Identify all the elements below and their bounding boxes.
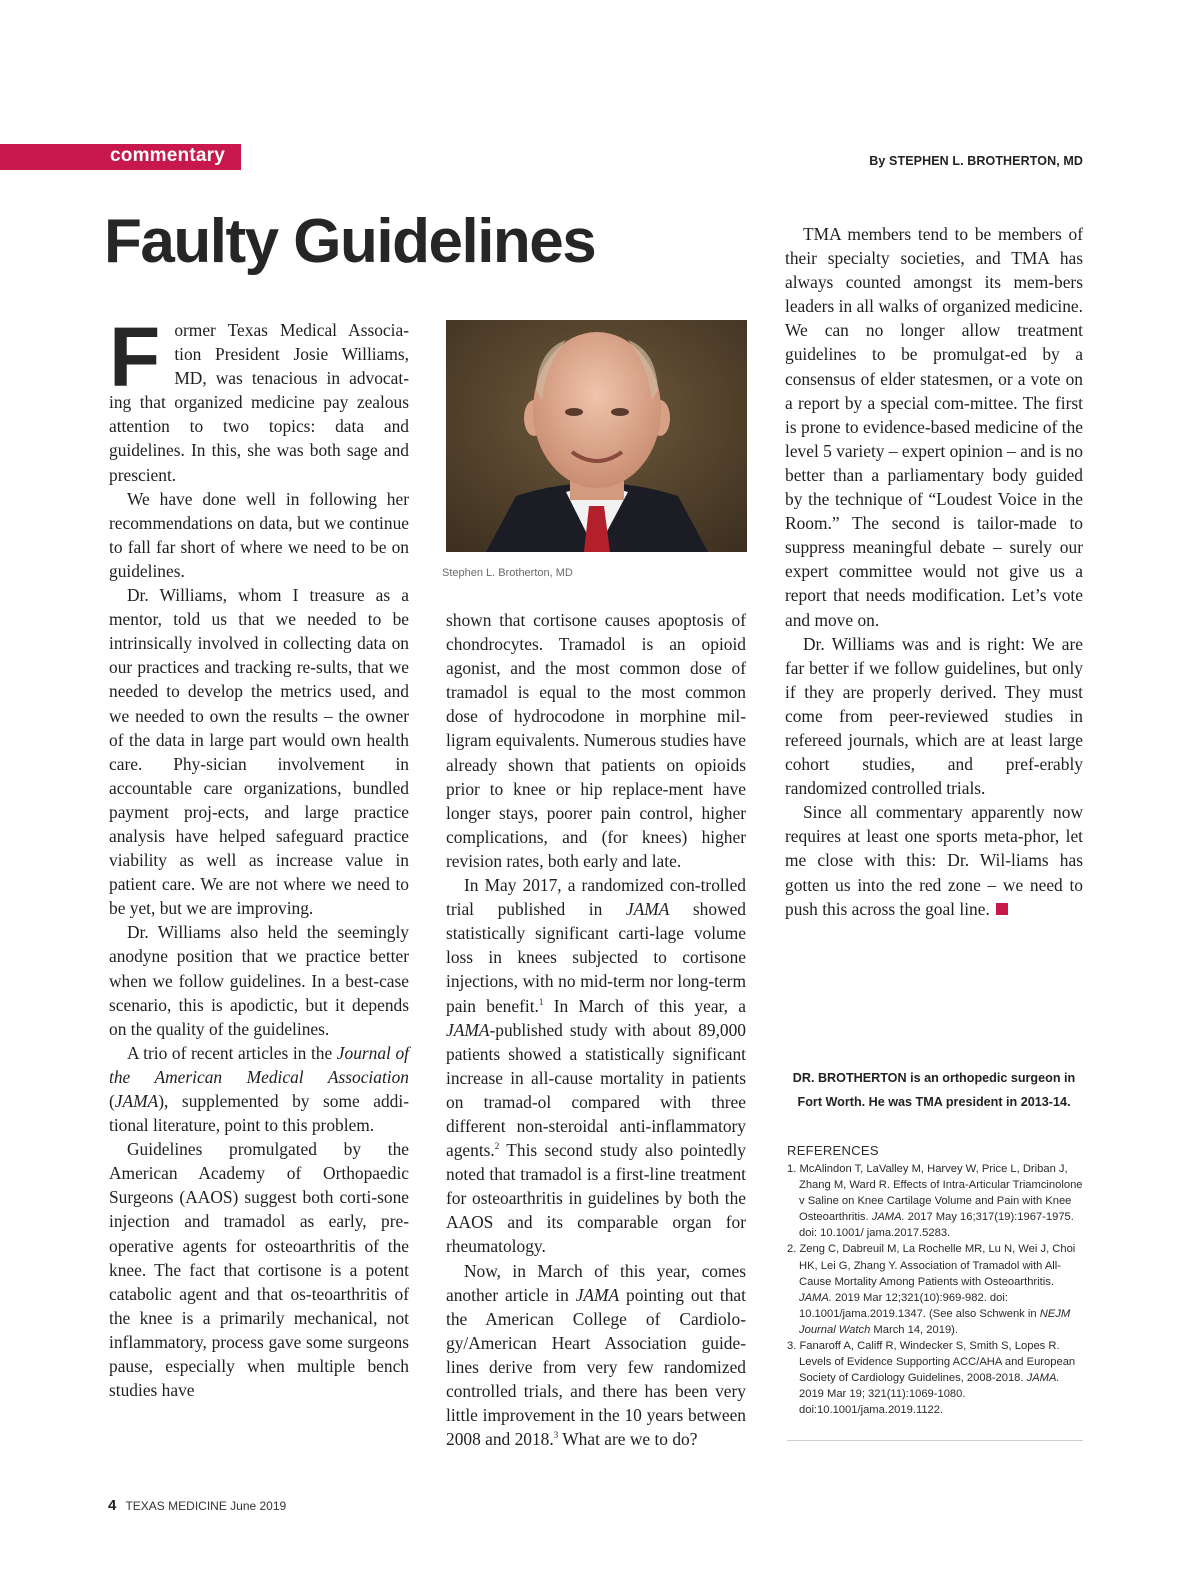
paragraph: Dr. Williams, whom I treasure as a mentor, told us that we needed to be intrinsically involved in collecting data on our practices and tracking re-sults, that we needed to develop the metrics used, and we needed to own the results – the owner of the data in large part would own health care. Phy-sician involvement in accountable care organizations, bundled payment proj-ects, and large practice analysis have helped safeguard practice viability as well as increase value in patient care. We are not where we need to be yet, but we are improving. <box>109 585 409 919</box>
section-label: commentary <box>110 145 225 166</box>
paragraph: Guidelines promulgated by the American Academy of Orthopaedic Surgeons (AAOS) suggest both corti-sone injection and tramadol as early, pre-operative agents for osteoarthritis of the knee. The fact that cortisone is a potent catabolic agent and that os-teoarthritis of the knee is a primarily mechanical, not inflammatory, process gave some surgeons pause, especially when multiple bench studies have <box>109 1139 409 1401</box>
author-bio-line: DR. BROTHERTON is an orthopedic surgeon in <box>792 1071 1076 1085</box>
paragraph: In May 2017, a randomized con-trolled trial published in JAMA showed statistically significant carti-lage volume loss in knees subjected to cortisone injections, with no mid-term nor long-term pain benefit.$^1$ In March of this year, a JAMA-published study with about 89,000 patients showed a statistically significant increase in all-cause mortality in patients on tramad-ol compared with three different non-steroidal anti-inflammatory agents.$^2$ This second study also pointedly noted that tramadol is a first-line treatment for osteoarthritis in guidelines by both the AAOS and its comparable organ for rheumatology. <box>446 875 747 1257</box>
drop-cap: F <box>109 310 161 404</box>
author-bio-line: Fort Worth. He was TMA president in 2013-14. <box>797 1095 1071 1109</box>
paragraph: ormer Texas Medical Associa-tion President Josie Williams, MD, was tenacious in advocat-ing that organized medicine pay zealous attention to two topics: data and guidelines. In this, she was both sage and prescient. <box>109 320 409 485</box>
references-heading: REFERENCES <box>787 1143 879 1158</box>
paragraph: Since all commentary apparently now requires at least one sports meta-phor, let me close with this: Dr. Wil-liams has gotten us into the red zone – we need to push this across the goal line. <box>785 802 1083 919</box>
article-column-3 <box>785 222 1083 921</box>
article-column-2 <box>446 608 746 1451</box>
photo-caption: Stephen L. Brotherton, MD <box>442 567 573 579</box>
paragraph: shown that cortisone causes apoptosis of chondrocytes. Tramadol is an opioid agonist, and the most common dose of tramadol is equal to the most common dose of hydrocodone in morphine mil-ligram equivalents. Numerous studies have already shown that patients on opioids prior to knee or hip replace-ment have longer stays, poorer pain control, higher complications, and (for knees) higher revision rates, both early and late. <box>446 610 746 871</box>
paragraph: Now, in March of this year, comes another article in JAMA pointing out that the American College of Cardiolo-gy/American Heart Association guide-lines derive from very few randomized controlled trials, and there has been very little improvement in the 10 years between 2008 and 2018.$^3$ What are we to do? <box>446 1260 746 1450</box>
portrait-image <box>446 320 747 552</box>
reference-list <box>787 1161 1083 1419</box>
paragraph: Dr. Williams also held the seemingly anodyne position that we practice better when we follow guidelines. In a best-case scenario, this is apodictic, but it depends on the quality of the guidelines. <box>109 922 409 1039</box>
paragraph: A trio of recent articles in the Journal of the American Medical Association (JAMA), supplemented by some addi-tional literature, point to this problem. <box>109 1042 409 1136</box>
paragraph: TMA members tend to be members of their specialty societies, and TMA has always counted amongst its mem-bers leaders in all walks of organized medicine. We can no longer allow treatment guidelines to be promulgat-ed by a consensus of elder statesmen, or a vote on a report by a special com-mittee. The first is prone to evidence-based medicine of the level 5 variety – expert opinion – and is no better than a parliamentary body guided by the technique of “Loudest Voice in the Room.” The second is tailor-made to suppress meaningful debate – surely our expert committee would not give us a report that needs modification. Let’s vote and move on. <box>785 224 1083 630</box>
references <box>787 1142 1083 1419</box>
reference-item: 1. McAlindon T, LaValley M, Harvey W, Price L, Driban J, Zhang M, Ward R. Effects of Intra-Articular Triamcinolone v Saline on Knee Cartilage Volume and Pain with Knee Osteoarthritis. JAMA. 2017 May 16;317(19):1967-1975. doi: 10.1001/ jama.2017.5283. <box>787 1163 1083 1240</box>
reference-item: 2. Zeng C, Dabreuil M, La Rochelle MR, Lu N, Wei J, Choi HK, Lei G, Zhang Y. Association of Tramadol with All-Cause Mortality Among Patients with Osteoarthritis. JAMA. 2019 Mar 12;321(10):969-982. doi: 10.1001/jama.2019.1347. (See also Schwenk in NEJM Journal Watch March 14, 2019). <box>787 1243 1076 1336</box>
reference-item: 3. Fanaroff A, Califf R, Windecker S, Smith S, Lopes R. Levels of Evidence Supporting ACC/AHA and European Society of Cardiology Guidelines, 2008-2018. JAMA. 2019 Mar 19; 321(11):1069-1080. doi:10.1001/jama.2019.1122. <box>787 1340 1076 1417</box>
publication-info: TEXAS MEDICINE June 2019 <box>125 1499 287 1513</box>
end-mark-icon <box>996 903 1008 915</box>
page-number: 4 <box>108 1497 117 1514</box>
author-bio <box>785 1066 1083 1114</box>
references-divider <box>787 1440 1083 1441</box>
article-column-1 <box>109 310 409 1402</box>
page-footer <box>108 1497 286 1514</box>
paragraph: Dr. Williams was and is right: We are far better if we follow guidelines, but only if they are properly derived. They must come from peer-reviewed studies in refereed journals, which are at least large cohort studies, and pref-erably randomized controlled trials. <box>785 633 1083 799</box>
paragraph: We have done well in following her recommendations on data, but we continue to fall far short of where we need to be on guidelines. <box>109 488 409 581</box>
article-title: Faulty Guidelines <box>104 207 596 276</box>
byline: By STEPHEN L. BROTHERTON, MD <box>869 154 1083 168</box>
author-photo <box>446 320 747 552</box>
